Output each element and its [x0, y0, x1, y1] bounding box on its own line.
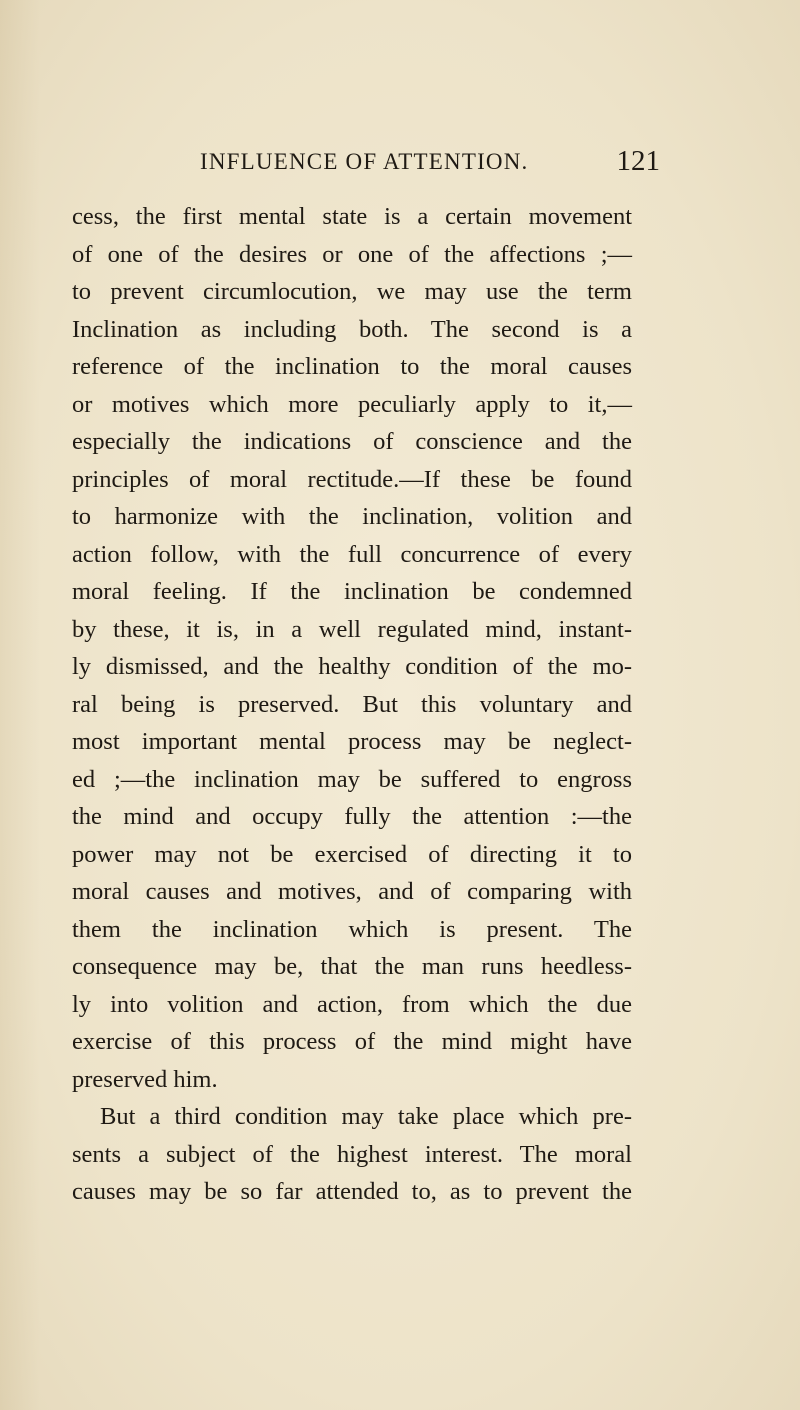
text-line: moral feeling. If the inclination be condemned: [72, 578, 632, 605]
text-line: ly dismissed, and the healthy condition of the mo-: [72, 653, 632, 680]
text-line: moral causes and motives, and of comparing with: [72, 878, 632, 905]
text-line: exercise of this process of the mind might have: [72, 1028, 632, 1055]
text-line: ral being is preserved. But this voluntary and: [72, 690, 632, 718]
text-line: sents a subject of the highest interest. The moral: [72, 1140, 632, 1168]
text-line: to prevent circumlocution, we may use the term: [72, 278, 632, 305]
page-number: 121: [616, 145, 660, 177]
running-title: INFLUENCE OF ATTENTION.: [200, 149, 529, 174]
text-line: power may not be exercised of directing it to: [72, 840, 632, 868]
text-line: by these, it is, in a well regulated mind, instant-: [72, 615, 632, 643]
text-line: causes may be so far attended to, as to prevent the: [72, 1178, 632, 1205]
text-line: the mind and occupy fully the attention :—the: [72, 803, 632, 830]
text-line: reference of the inclination to the moral causes: [72, 353, 632, 380]
text-line: ly into volition and action, from which the due: [72, 990, 632, 1018]
text-line: But a third condition may take place which pre-: [100, 1103, 632, 1130]
text-line: of one of the desires or one of the affections ;—: [72, 240, 632, 268]
text-line: cess, the first mental state is a certain movement: [72, 203, 632, 230]
text-line: ed ;—the inclination may be suffered to engross: [72, 765, 632, 793]
running-head: [200, 145, 660, 185]
text-line: consequence may be, that the man runs heedless-: [72, 953, 632, 980]
text-line: most important mental process may be neglect-: [72, 728, 632, 755]
text-line: principles of moral rectitude.—If these be found: [72, 465, 632, 493]
text-line: action follow, with the full concurrence of every: [72, 540, 632, 568]
text-line: to harmonize with the inclination, volition and: [72, 503, 632, 530]
text-line: them the inclination which is present. The: [72, 915, 632, 943]
text-line: preserved him.: [72, 1065, 218, 1093]
body-text: [72, 198, 632, 1211]
text-line: or motives which more peculiarly apply to it,—: [72, 390, 632, 418]
text-line: Inclination as including both. The second is a: [72, 315, 632, 343]
text-line: especially the indications of conscience and the: [72, 428, 632, 455]
